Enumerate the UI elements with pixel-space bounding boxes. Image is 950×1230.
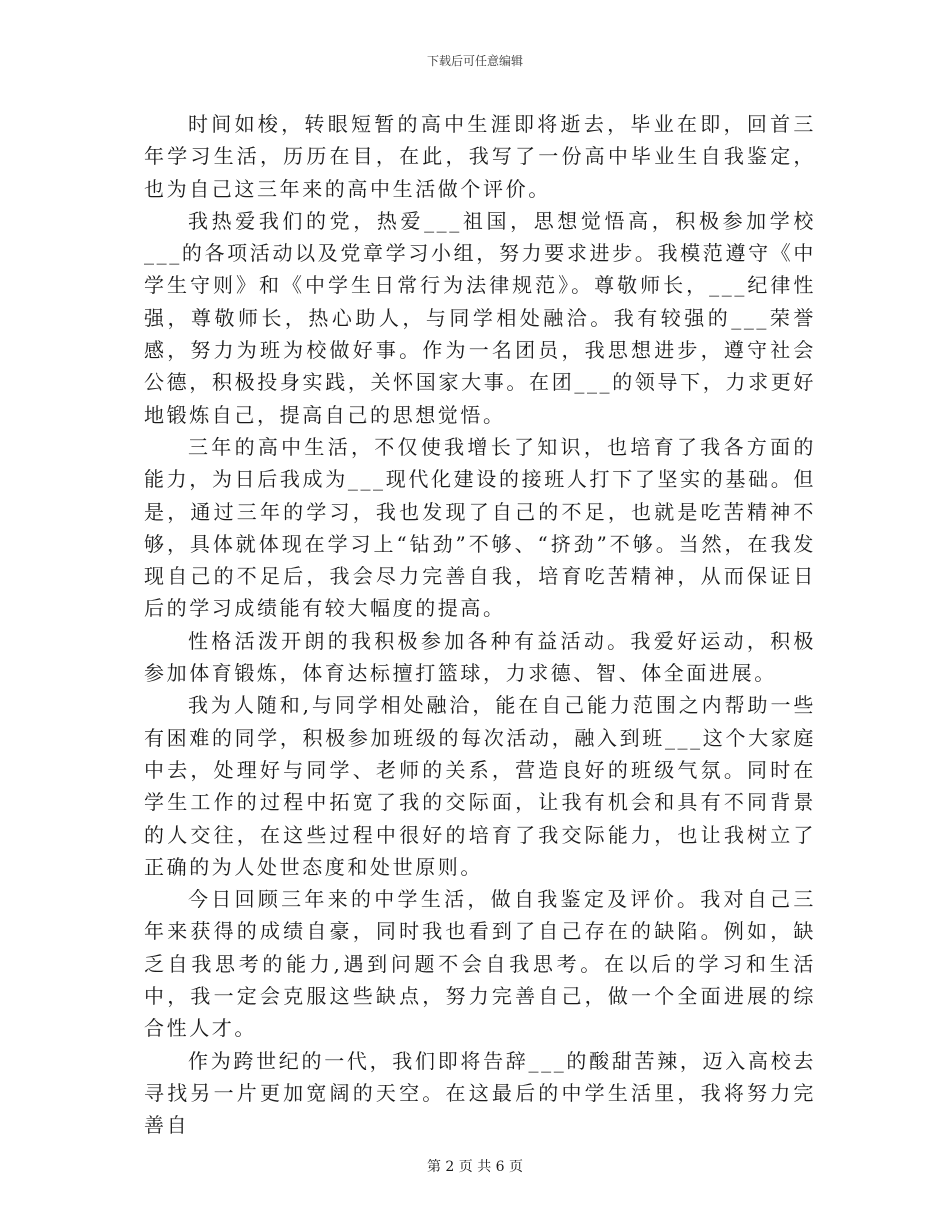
page-header-note: 下载后可任意编辑 [426, 54, 523, 68]
paragraph-review: 今日回顾三年来的中学生活，做自我鉴定及评价。我对自己三年来获得的成绩自豪，同时我也看到了自己存在的缺陷。例如，缺乏自我思考的能力,遇到问题不会自我思考。在以后的学习和生活中，我一定会克服这些缺点，努力完善自己，做一个全面进展的综合性人才。 [144, 887, 816, 1041]
paragraph-relationships: 我为人随和,与同学相处融洽，能在自己能力范围之内帮助一些有困难的同学，积极参加班级的每次活动，融入到班___这个大家庭中去，处理好与同学、老师的关系，营造良好的班级气氛。同时在学生工作的过程中拓宽了我的交际面，让我有机会和具有不同背景的人交往，在这些过程中很好的培育了我交际能力，也让我树立了正确的为人处世态度和处世原则。 [144, 693, 816, 879]
paragraph-activities: 性格活泼开朗的我积极参加各种有益活动。我爱好运动，积极参加体育锻炼，体育达标擅打篮球，力求德、智、体全面进展。 [144, 628, 816, 686]
document-body [144, 108, 816, 1142]
paragraph-ideology: 我热爱我们的党，热爱___祖国，思想觉悟高，积极参加学校___的各项活动以及党章学习小组，努力要求进步。我模范遵守《中学生守则》和《中学生日常行为法律规范》。尊敬师长，___纪律性强，尊敬师长，热心助人，与同学相处融洽。我有较强的___荣誉感，努力为班为校做好事。作为一名团员，我思想进步，遵守社会公德，积极投身实践，关怀国家大事。在团___的领导下，力求更好地锻炼自己，提高自己的思想觉悟。 [144, 208, 816, 427]
paragraph-abilities: 三年的高中生活，不仅使我增长了知识，也培育了我各方面的能力，为日后我成为___现代化建设的接班人打下了坚实的基础。但是，通过三年的学习，我也发现了自己的不足，也就是吃苦精神不够，具体就体现在学习上“钻劲”不够、“挤劲”不够。当然，在我发现自己的不足后，我会尽力完善自我，培育吃苦精神，从而保证日后的学习成绩能有较大幅度的提高。 [144, 434, 816, 621]
paragraph-intro: 时间如梭，转眼短暂的高中生涯即将逝去，毕业在即，回首三年学习生活，历历在目，在此，我写了一份高中毕业生自我鉴定，也为自己这三年来的高中生活做个评价。 [144, 112, 816, 201]
page-number: 第 2 页 共 6 页 [426, 1159, 524, 1175]
paragraph-future: 作为跨世纪的一代，我们即将告辞___的酸甜苦辣，迈入高校去寻找另一片更加宽阔的天空。在这最后的中学生活里，我将努力完善自 [144, 1048, 816, 1138]
